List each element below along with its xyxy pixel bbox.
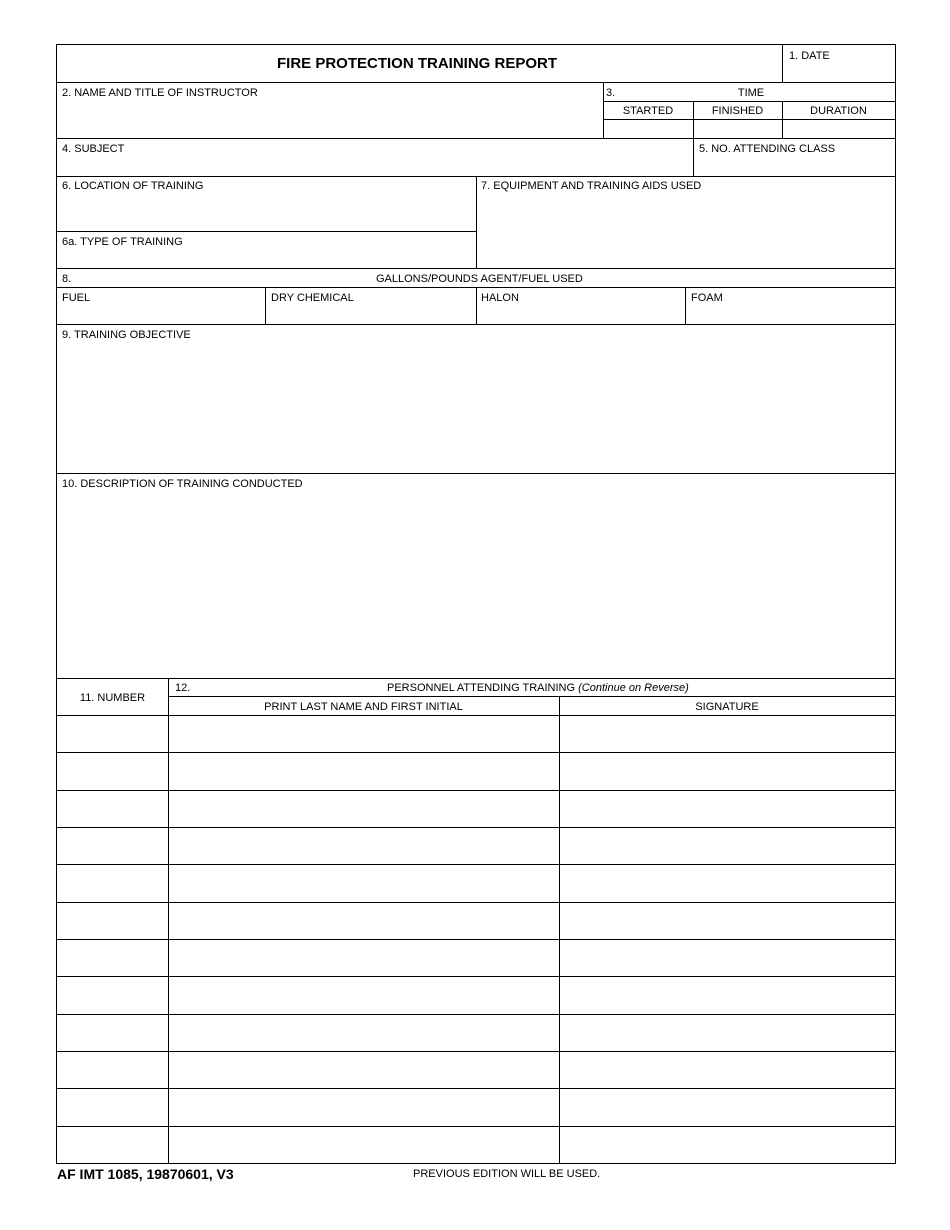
fuel-label: FUEL (62, 292, 91, 304)
date-label: 1. DATE (789, 50, 830, 62)
row-name-field[interactable] (169, 940, 558, 975)
divider (57, 473, 895, 474)
form-id: AF IMT 1085, 19870601, V3 (57, 1166, 234, 1182)
table-row (57, 1126, 895, 1163)
row-name-field[interactable] (169, 1052, 558, 1087)
row-signature-field[interactable] (560, 1127, 894, 1162)
row-signature-field[interactable] (560, 791, 894, 826)
row-signature-field[interactable] (560, 1052, 894, 1087)
row-number-field[interactable] (57, 1015, 167, 1050)
row-name-field[interactable] (169, 1089, 558, 1125)
row-signature-field[interactable] (560, 1089, 894, 1125)
row-name-field[interactable] (169, 865, 558, 901)
edition-note: PREVIOUS EDITION WILL BE USED. (413, 1168, 601, 1180)
fuel-field[interactable] (57, 306, 264, 323)
divider (57, 138, 895, 139)
row-number-field[interactable] (57, 1052, 167, 1087)
row-name-field[interactable] (169, 753, 558, 789)
divider (57, 231, 476, 232)
foam-field[interactable] (686, 306, 895, 323)
row-number-field[interactable] (57, 828, 167, 863)
row-name-field[interactable] (169, 1015, 558, 1050)
type-label: 6a. TYPE OF TRAINING (62, 236, 183, 248)
equipment-field[interactable] (477, 194, 895, 268)
row-signature-field[interactable] (560, 716, 894, 751)
row-number-field[interactable] (57, 1127, 167, 1162)
finished-field[interactable] (694, 120, 781, 137)
objective-label: 9. TRAINING OBJECTIVE (62, 329, 191, 341)
description-field[interactable] (57, 493, 895, 677)
subject-field[interactable] (57, 157, 693, 175)
equipment-label: 7. EQUIPMENT AND TRAINING AIDS USED (481, 180, 702, 192)
form-title: FIRE PROTECTION TRAINING REPORT (277, 55, 558, 72)
agent-label: GALLONS/POUNDS AGENT/FUEL USED (376, 273, 583, 285)
table-row (57, 902, 895, 939)
started-field[interactable] (604, 120, 692, 137)
table-row (57, 939, 895, 976)
row-number-field[interactable] (57, 1089, 167, 1125)
started-label: STARTED (622, 105, 674, 117)
subject-label: 4. SUBJECT (62, 143, 125, 155)
table-row (57, 752, 895, 790)
description-label: 10. DESCRIPTION OF TRAINING CONDUCTED (62, 478, 303, 490)
divider (168, 696, 895, 697)
row-name-field[interactable] (169, 791, 558, 826)
row-name-field[interactable] (169, 1127, 558, 1162)
row-number-field[interactable] (57, 753, 167, 789)
personnel-heading (387, 682, 689, 695)
row-name-field[interactable] (169, 828, 558, 863)
dry-chemical-label: DRY CHEMICAL (271, 292, 354, 304)
row-signature-field[interactable] (560, 977, 894, 1013)
row-signature-field[interactable] (560, 1015, 894, 1050)
table-row (57, 976, 895, 1014)
row-number-field[interactable] (57, 791, 167, 826)
attending-label: 5. NO. ATTENDING CLASS (699, 143, 836, 155)
row-signature-field[interactable] (560, 903, 894, 938)
row-name-field[interactable] (169, 903, 558, 938)
agent-number: 8. (62, 273, 72, 285)
divider (57, 324, 895, 325)
table-row (57, 827, 895, 864)
personnel-label: PERSONNEL ATTENDING TRAINING (387, 682, 576, 694)
number-label: 11. NUMBER (79, 692, 146, 704)
dry-chemical-field[interactable] (266, 306, 475, 323)
instructor-field[interactable] (57, 101, 603, 137)
foam-label: FOAM (691, 292, 723, 304)
time-number: 3. (606, 87, 616, 99)
row-number-field[interactable] (57, 940, 167, 975)
table-row (57, 1051, 895, 1088)
table-row (57, 715, 895, 752)
row-number-field[interactable] (57, 977, 167, 1013)
signature-col-label: SIGNATURE (695, 701, 759, 713)
location-label: 6. LOCATION OF TRAINING (62, 180, 204, 192)
finished-label: FINISHED (711, 105, 764, 117)
name-col-label: PRINT LAST NAME AND FIRST INITIAL (264, 701, 463, 713)
row-number-field[interactable] (57, 865, 167, 901)
duration-label: DURATION (810, 105, 867, 117)
row-name-field[interactable] (169, 716, 558, 751)
divider (57, 678, 895, 679)
row-number-field[interactable] (57, 716, 167, 751)
location-field[interactable] (57, 194, 475, 231)
table-row (57, 790, 895, 827)
row-number-field[interactable] (57, 903, 167, 938)
divider (603, 101, 895, 102)
date-field[interactable] (783, 64, 895, 81)
row-name-field[interactable] (169, 977, 558, 1013)
row-signature-field[interactable] (560, 865, 894, 901)
duration-field[interactable] (783, 120, 895, 137)
attending-field[interactable] (694, 157, 895, 175)
instructor-label: 2. NAME AND TITLE OF INSTRUCTOR (62, 87, 258, 99)
divider (57, 82, 895, 83)
row-signature-field[interactable] (560, 828, 894, 863)
row-signature-field[interactable] (560, 753, 894, 789)
table-row (57, 1014, 895, 1051)
time-label: TIME (737, 87, 765, 99)
table-row (57, 1088, 895, 1126)
type-field[interactable] (57, 250, 475, 268)
personnel-note: (Continue on Reverse) (578, 682, 689, 694)
personnel-number: 12. (175, 682, 191, 694)
halon-label: HALON (481, 292, 519, 304)
divider (57, 268, 895, 269)
objective-field[interactable] (57, 344, 895, 472)
row-signature-field[interactable] (560, 940, 894, 975)
halon-field[interactable] (477, 306, 684, 323)
table-row (57, 864, 895, 902)
